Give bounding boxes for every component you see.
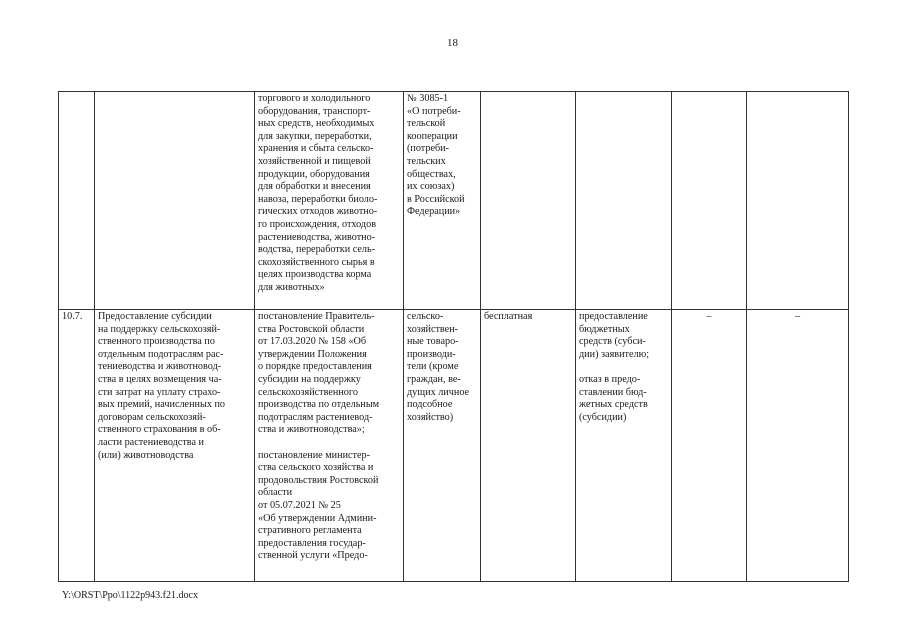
- cell-number: [59, 92, 95, 310]
- cell-recipients: № 3085-1 «О потреби- тельской кооперации (потреби- тельских обществах, их союзах) в Российской Федерации»: [404, 92, 481, 310]
- cell-payment: [481, 92, 576, 310]
- cell-legal-basis: торгового и холодильного оборудования, транспорт- ных средств, необходимых для закупки, переработки, хранения и сбыта сельско- хозяйственной и пищевой продукции, оборудования для обработки и внесения навоза, переработки биоло- гических отходов животно- го происхождения, отходов растениеводства, животно- водства, переработки сель- скохозяйственного сырья в целях производства корма для животных»: [255, 92, 404, 310]
- footer-file-path: Y:\ORST\Ppo\1122p943.f21.docx: [62, 590, 198, 601]
- table-row: [59, 92, 849, 310]
- cell-number: 10.7.: [59, 310, 95, 582]
- cell-column-8: –: [747, 310, 849, 582]
- cell-result: [576, 92, 672, 310]
- cell-column-7: –: [672, 310, 747, 582]
- cell-column-7: [672, 92, 747, 310]
- cell-column-8: [747, 92, 849, 310]
- cell-service-name: Предоставление субсидии на поддержку сельскохозяй- ственного производства по отдельным подотраслям рас- тениеводства и животновод- ства в целях возмещения ча- сти затрат на уплату страхо- вых премий, начисленных по договорам сельскохозяй- ственного страхования в об- ласти растениеводства и (или) животноводства: [95, 310, 255, 582]
- cell-result: предоставление бюджетных средств (субси- дии) заявителю; отказ в предо- ставлении бюд- жетных средств (субсидии): [576, 310, 672, 582]
- cell-recipients: сельско- хозяйствен- ные товаро- производи- тели (кроме граждан, ве- дущих личное подсобное хозяйство): [404, 310, 481, 582]
- cell-legal-basis: постановление Правитель- ства Ростовской области от 17.03.2020 № 158 «Об утверждении Положения о порядке предоставления субсидии на поддержку сельскохозяйственного производства по отдельным подотраслям растениевод- ства и животноводства»; постановление министер- ства сельского хозяйства и продовольствия Ростовской области от 05.07.2021 № 25 «Об утверждении Админи- стративного регламента предоставления государ- ственной услуги «Предо-: [255, 310, 404, 582]
- services-table: [58, 91, 849, 582]
- table-row: [59, 310, 849, 582]
- cell-payment: бесплатная: [481, 310, 576, 582]
- cell-service-name: [95, 92, 255, 310]
- page-number: 18: [447, 37, 458, 49]
